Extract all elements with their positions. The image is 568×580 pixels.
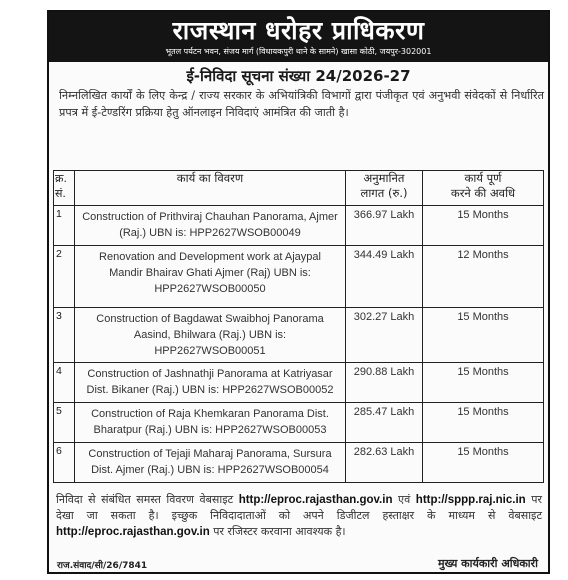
- table-row: [54, 403, 544, 443]
- row-cost: 344.49 Lakh: [346, 246, 423, 308]
- row-sn: 1: [54, 206, 75, 246]
- eproc-register-link[interactable]: http://eproc.rajasthan.gov.in: [56, 526, 210, 538]
- header-description: कार्य का विवरण: [75, 171, 346, 206]
- table-row: [54, 363, 544, 403]
- sppp-link[interactable]: http://sppp.raj.nic.in: [415, 494, 526, 506]
- reference-number: राज.संवाद/सी/26/7841: [57, 561, 148, 571]
- row-sn: 6: [54, 443, 75, 483]
- row-sn: 4: [54, 363, 75, 403]
- works-table: [53, 170, 544, 483]
- header-banner: [49, 12, 548, 62]
- row-cost: 366.97 Lakh: [346, 206, 423, 246]
- row-period: 15 Months: [423, 308, 544, 363]
- row-period: 15 Months: [423, 206, 544, 246]
- row-period: 15 Months: [423, 363, 544, 403]
- table-row: [54, 443, 544, 483]
- table-row: [54, 246, 544, 308]
- signatory: मुख्य कार्यकारी अधिकारी: [437, 557, 538, 570]
- intro-paragraph: निम्नलिखित कार्यों के लिए केन्द्र / राज्य सरकार के अभियांत्रिकी विभागों द्वारा पंजीकृत एवं अनुभवी संवेदकों से निर्धारित प्रपत्र में ई-टेण्डरिंग प्रक्रिया हेतु ऑनलाइन निविदाएं आमंत्रित की जाती है।: [59, 89, 544, 119]
- row-period: 15 Months: [423, 443, 544, 483]
- organization-address: भूतल पर्यटन भवन, संजय मार्ग (विधायकपुरी थाने के सामने) खासा कोठी, जयपुर-302001: [165, 47, 432, 56]
- row-description: Construction of Prithviraj Chauhan Panorama, Ajmer (Raj.) UBN is: HPP2627WSOB00049: [75, 206, 346, 246]
- row-cost: 302.27 Lakh: [346, 308, 423, 363]
- table-row: [54, 308, 544, 363]
- table-row: [54, 206, 544, 246]
- row-sn: 3: [54, 308, 75, 363]
- header-sn: क्र. सं.: [54, 171, 75, 206]
- footer-paragraph: निविदा से संबंधित समस्त विवरण वेबसाइट http://eproc.rajasthan.gov.in एवं http://sppp.raj.nic.in पर देखा जा सकता है। इच्छुक निविदादाताओं को अपने डिजीटल हस्ताक्षर के माध्यम से वेबसाइट http://eproc.rajasthan.gov.in पर रजिस्टर करवाना आवश्यक है।: [56, 493, 542, 538]
- row-description: Construction of Bagdawat Swaibhoj Panorama Aasind, Bhilwara (Raj.) UBN is: HPP2627WSOB00051: [75, 308, 346, 363]
- table-header-row: [54, 171, 544, 206]
- row-period: 15 Months: [423, 403, 544, 443]
- row-description: Construction of Tejaji Maharaj Panorama, Sursura Dist. Ajmer (Raj.) UBN is: HPP2627WSOB00054: [75, 443, 346, 483]
- row-sn: 5: [54, 403, 75, 443]
- row-cost: 285.47 Lakh: [346, 403, 423, 443]
- row-cost: 282.63 Lakh: [346, 443, 423, 483]
- row-description: Construction of Jashnathji Panorama at Katriyasar Dist. Bikaner (Raj.) UBN is: HPP2627WSOB00052: [75, 363, 346, 403]
- row-description: Renovation and Development work at Ajaypal Mandir Bhairav Ghati Ajmer (Raj) UBN is: HPP2627WSOB00050: [75, 246, 346, 308]
- tender-number: ई-निविदा सूचना संख्या 24/2026-27: [186, 67, 411, 85]
- organization-title: राजस्थान धरोहर प्राधिकरण: [172, 16, 425, 45]
- tender-notice: [47, 10, 550, 574]
- row-period: 12 Months: [423, 246, 544, 308]
- header-period: कार्य पूर्ण करने की अवधि: [423, 171, 544, 206]
- row-description: Construction of Raja Khemkaran Panorama Dist. Bharatpur (Raj.) UBN is: HPP2627WSOB00053: [75, 403, 346, 443]
- row-sn: 2: [54, 246, 75, 308]
- row-cost: 290.88 Lakh: [346, 363, 423, 403]
- eproc-link[interactable]: http://eproc.rajasthan.gov.in: [238, 494, 393, 506]
- header-cost: अनुमानित लागत (रु.): [346, 171, 423, 206]
